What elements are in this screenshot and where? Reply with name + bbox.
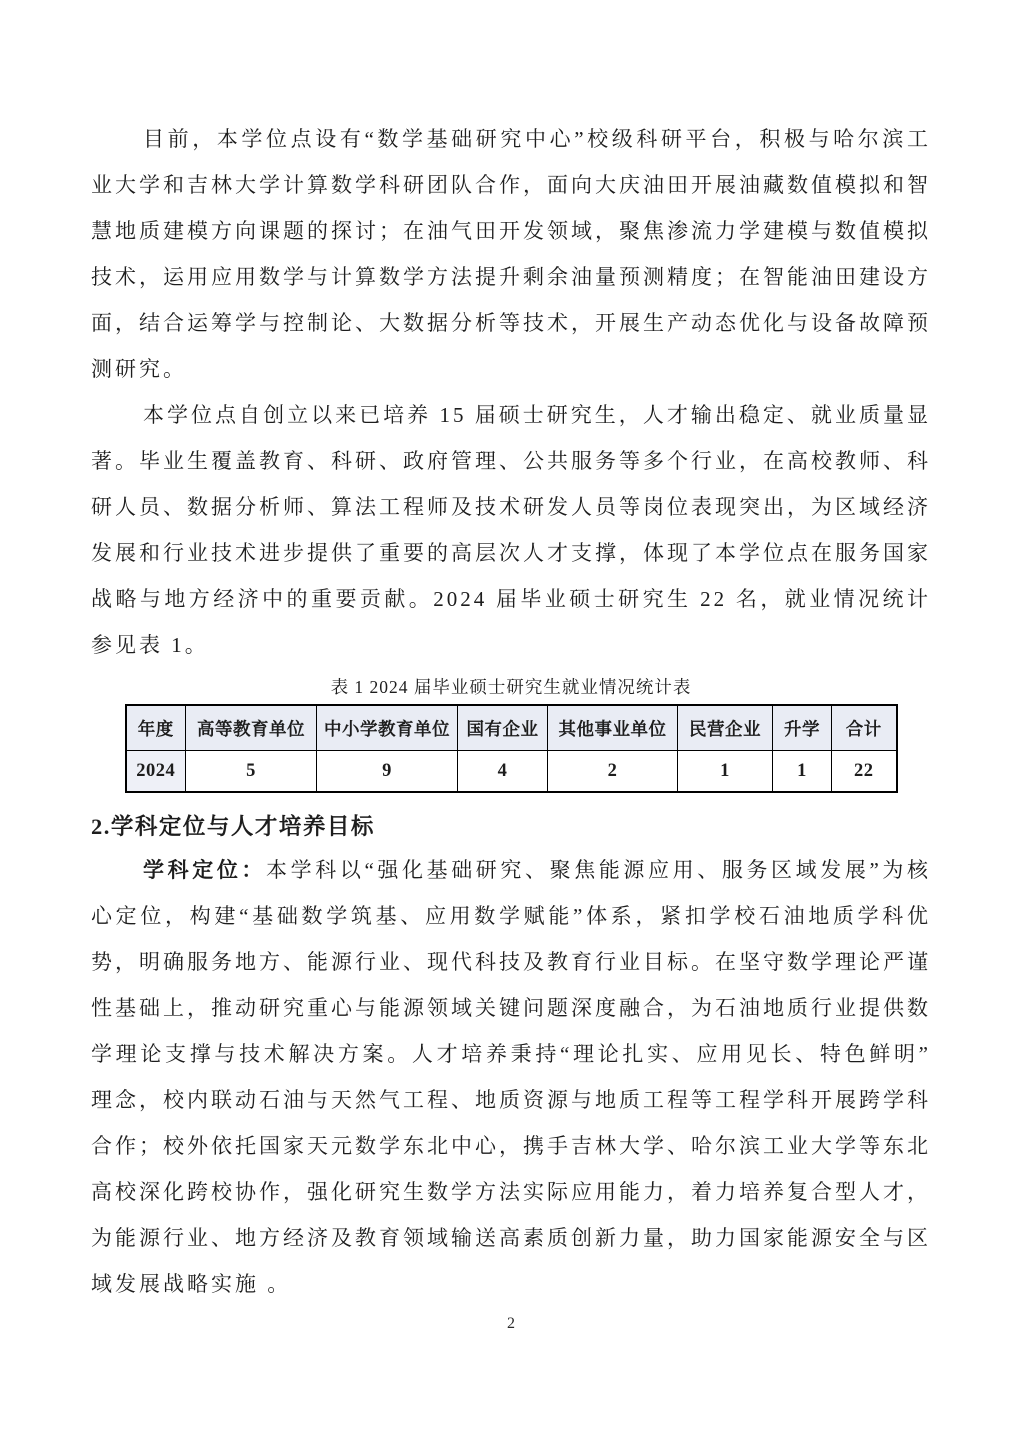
discipline-positioning-text: 本学科以“强化基础研究、聚焦能源应用、服务区域发展”为核心定位，构建“基础数学筑基、应用数学赋能”体系，紧扣学校石油地质学科优势，明确服务地方、能源行业、现代科技及教育行业目标。在坚守数学理论严谨性基础上，推动研究重心与能源领域关键问题深度融合，为石油地质行业提供数学理论支撑与技术解决方案。人才培养秉持“理论扎实、应用见长、特色鲜明”理念，校内联动石油与天然气工程、地质资源与地质工程等工程学科开展跨学科合作；校外依托国家天元数学东北中心，携手吉林大学、哈尔滨工业大学等东北高校深化跨校协作，强化研究生数学方法实际应用能力，着力培养复合型人才，为能源行业、地方经济及教育领域输送高素质创新力量，助力国家能源安全与区域发展战略实施 。 — [91, 858, 932, 1296]
table1-caption: 表 1 2024 届毕业硕士研究生就业情况统计表 — [330, 677, 692, 697]
page-number: 2 — [507, 1315, 515, 1332]
cell-further-study-count: 1 — [773, 751, 832, 793]
cell-primary-secondary-count: 9 — [317, 751, 458, 793]
table-data-row — [126, 751, 897, 793]
paragraph-graduates-employment: 本学位点自创立以来已培养 15 届硕士研究生，人才输出稳定、就业质量显著。毕业生覆盖教育、科研、政府管理、公共服务等多个行业，在高校教师、科研人员、数据分析师、算法工程师及技术研发人员等岗位表现突出，为区域经济发展和行业技术进步提供了重要的高层次人才支撑，体现了本学位点在服务国家战略与地方经济中的重要贡献。2024 届毕业硕士研究生 22 名，就业情况统计参见表 1。 — [91, 403, 931, 657]
header-cell-primary-secondary: 中小学教育单位 — [317, 705, 458, 751]
cell-higher-education-count: 5 — [186, 751, 317, 793]
header-cell-private-enterprise: 民营企业 — [678, 705, 773, 751]
header-cell-other-institutions: 其他事业单位 — [548, 705, 678, 751]
header-cell-further-study: 升学 — [773, 705, 832, 751]
discipline-positioning-lead: 学科定位： — [143, 858, 267, 882]
paragraph-discipline-positioning — [91, 847, 931, 1307]
header-cell-state-owned: 国有企业 — [458, 705, 548, 751]
employment-stats-table — [125, 704, 898, 793]
paragraph-research-platform: 目前，本学位点设有“数学基础研究中心”校级科研平台，积极与哈尔滨工业大学和吉林大学计算数学科研团队合作，面向大庆油田开展油藏数值模拟和智慧地质建模方向课题的探讨；在油气田开发领域，聚焦渗流力学建模与数值模拟技术，运用应用数学与计算数学方法提升剩余油量预测精度；在智能油田建设方面，结合运筹学与控制论、大数据分析等技术，开展生产动态优化与设备故障预测研究。 — [91, 127, 931, 381]
section-2-heading: 2.学科定位与人才培养目标 — [91, 814, 375, 839]
header-cell-higher-education: 高等教育单位 — [186, 705, 317, 751]
cell-year-2024: 2024 — [126, 751, 186, 793]
cell-state-owned-count: 4 — [458, 751, 548, 793]
cell-total-count: 22 — [832, 751, 897, 793]
cell-private-enterprise-count: 1 — [678, 751, 773, 793]
cell-other-institutions-count: 2 — [548, 751, 678, 793]
header-cell-year: 年度 — [126, 705, 186, 751]
table-header-row — [126, 705, 897, 751]
header-cell-total: 合计 — [832, 705, 897, 751]
